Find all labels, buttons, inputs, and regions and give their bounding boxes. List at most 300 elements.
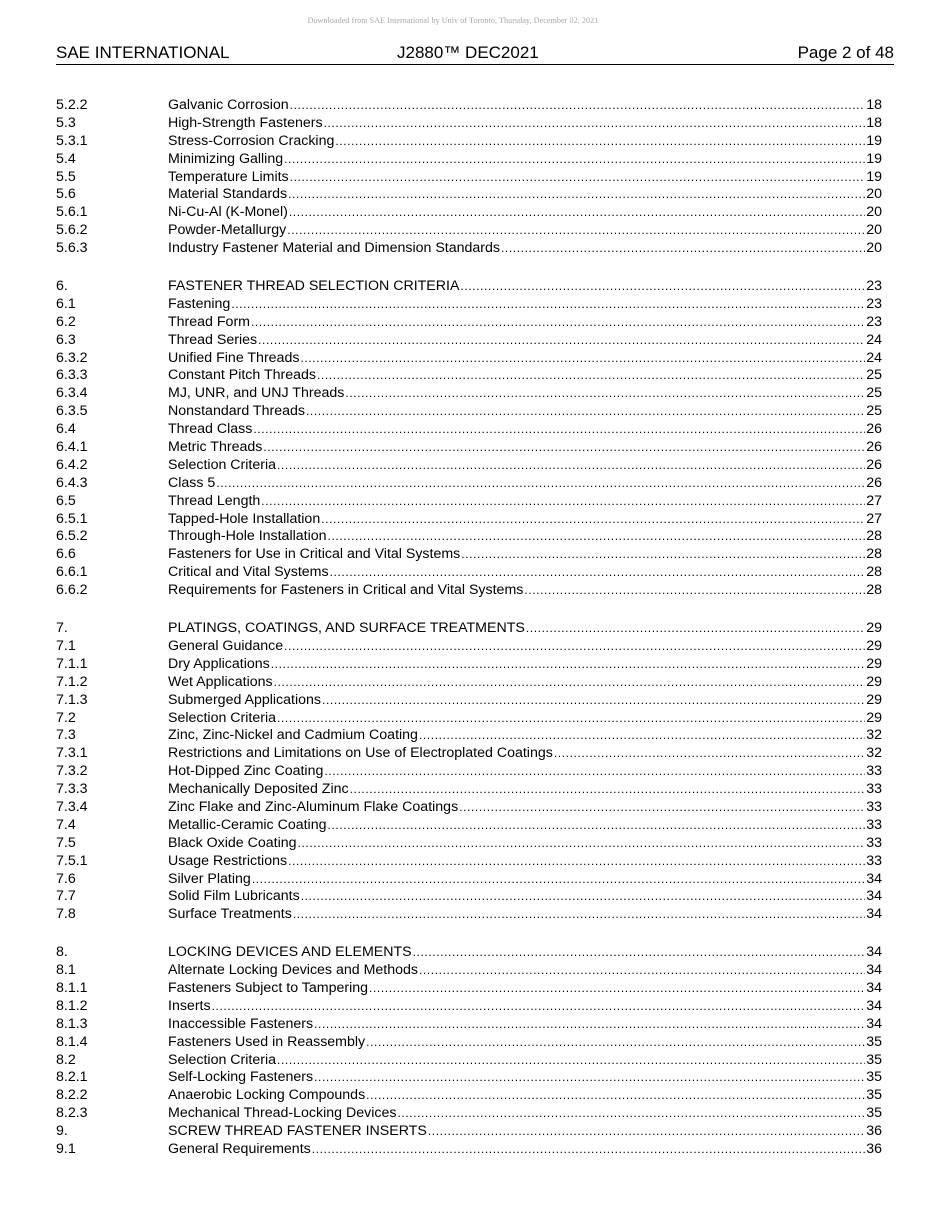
toc-entry[interactable]	[56, 115, 882, 133]
toc-entry-title[interactable]: Fasteners for Use in Critical and Vital Systems	[168, 546, 461, 563]
toc-entry-title-leader	[168, 457, 865, 475]
toc-dot-leader	[251, 314, 865, 332]
toc-entry-page: 25	[866, 403, 882, 420]
toc-dot-leader	[314, 1016, 865, 1034]
toc-entry-page: 34	[866, 962, 882, 979]
toc-entry-number: 7.4	[56, 816, 76, 833]
toc-dot-leader	[419, 727, 865, 745]
toc-entry[interactable]	[56, 169, 882, 187]
toc-dot-leader	[321, 511, 865, 529]
toc-dot-leader	[554, 745, 865, 763]
toc-entry-title[interactable]: General Requirements	[168, 1140, 311, 1157]
toc-entry-title[interactable]: Powder-Metallurgy	[168, 222, 287, 239]
toc-entry-title[interactable]: Inaccessible Fasteners	[168, 1015, 314, 1032]
toc-dot-leader	[350, 781, 866, 799]
toc-dot-leader	[369, 980, 865, 998]
toc-entry[interactable]	[56, 962, 882, 980]
toc-entry-number: 6.3.4	[56, 385, 88, 402]
toc-entry[interactable]	[56, 278, 882, 296]
toc-entry[interactable]	[56, 528, 882, 546]
toc-entry[interactable]	[56, 350, 882, 368]
toc-entry-number: 8.1	[56, 962, 76, 979]
toc-entry-page: 33	[866, 798, 882, 815]
toc-dot-leader	[284, 638, 865, 656]
toc-entry-title-leader	[168, 817, 865, 835]
toc-entry-title[interactable]: Surface Treatments	[168, 906, 292, 923]
toc-entry-title[interactable]: Unified Fine Threads	[168, 349, 300, 366]
toc-entry-page: 19	[866, 168, 882, 185]
toc-entry-number: 8.1.1	[56, 979, 88, 996]
toc-entry-page: 32	[866, 745, 882, 762]
toc-entry-page: 28	[866, 582, 882, 599]
toc-entry-page: 26	[866, 474, 882, 491]
toc-dot-leader	[293, 906, 865, 924]
toc-entry-title-leader	[168, 240, 865, 258]
toc-entry-title-leader	[168, 944, 865, 962]
toc-entry[interactable]	[56, 133, 882, 151]
toc-entry-title[interactable]: Mechanical Thread-Locking Devices	[168, 1105, 397, 1122]
toc-entry-title-leader	[168, 296, 865, 314]
toc-entry-title[interactable]: Constant Pitch Threads	[168, 367, 316, 384]
toc-entry-page: 19	[866, 132, 882, 149]
toc-entry-title-leader	[168, 1123, 865, 1141]
toc-entry-title-leader	[168, 421, 865, 439]
toc-entry-title[interactable]: Self-Locking Fasteners	[168, 1069, 314, 1086]
toc-dot-leader	[328, 528, 866, 546]
toc-entry-number: 7.3.3	[56, 781, 88, 798]
toc-entry-page: 34	[866, 944, 882, 961]
toc-dot-leader	[277, 457, 865, 475]
toc-entry-title-leader	[168, 745, 865, 763]
toc-entry-page: 26	[866, 439, 882, 456]
toc-entry-title-leader	[168, 727, 865, 745]
toc-entry[interactable]	[56, 906, 882, 924]
toc-entry-title-leader	[168, 1105, 865, 1123]
toc-entry-title-leader	[168, 638, 865, 656]
toc-entry-number: 7.3	[56, 727, 76, 744]
toc-dot-leader	[419, 962, 865, 980]
toc-entry[interactable]	[56, 944, 882, 962]
toc-entry-number: 7.1.2	[56, 673, 88, 690]
toc-entry-page: 26	[866, 421, 882, 438]
toc-dot-leader	[288, 853, 865, 871]
toc-entry-number: 7.5.1	[56, 852, 88, 869]
toc-entry-page: 29	[866, 709, 882, 726]
toc-entry-title-leader	[168, 888, 865, 906]
toc-entry-title[interactable]: Inserts	[168, 997, 211, 1014]
toc-entry[interactable]	[56, 763, 882, 781]
toc-entry-page: 29	[866, 655, 882, 672]
toc-dot-leader	[300, 350, 865, 368]
toc-dot-leader	[366, 1034, 865, 1052]
toc-entry-page: 35	[866, 1051, 882, 1068]
toc-group-separator	[56, 600, 882, 620]
toc-entry-page: 27	[866, 492, 882, 509]
toc-entry[interactable]	[56, 980, 882, 998]
toc-entry[interactable]	[56, 1052, 882, 1070]
toc-group-separator	[56, 258, 882, 278]
toc-entry-number: 8.1.3	[56, 1015, 88, 1032]
toc-dot-leader	[274, 674, 866, 692]
toc-entry-title[interactable]: Class 5	[168, 474, 216, 491]
toc-entry-title-leader	[168, 439, 865, 457]
toc-entry-number: 6.5.1	[56, 510, 88, 527]
toc-entry-title-leader	[168, 674, 865, 692]
toc-entry-page: 35	[866, 1105, 882, 1122]
toc-entry-title[interactable]: Black Oxide Coating	[168, 834, 297, 851]
toc-entry[interactable]	[56, 367, 882, 385]
toc-entry-title[interactable]: MJ, UNR, and UNJ Threads	[168, 385, 345, 402]
toc-entry-number: 5.2.2	[56, 97, 88, 113]
toc-entry[interactable]	[56, 692, 882, 710]
toc-entry-title[interactable]: Through-Hole Installation	[168, 528, 327, 545]
toc-dot-leader	[306, 403, 865, 421]
toc-dot-leader	[261, 493, 865, 511]
toc-entry-page: 23	[866, 295, 882, 312]
page-number: Page 2 of 48	[797, 43, 894, 62]
toc-entry-title-leader	[168, 169, 865, 187]
toc-entry-title-leader	[168, 710, 865, 728]
toc-entry-page: 32	[866, 727, 882, 744]
toc-entry-title-leader	[168, 403, 865, 421]
toc-entry-title[interactable]: Nonstandard Threads	[168, 403, 305, 420]
toc-dot-leader	[461, 546, 865, 564]
toc-entry-title[interactable]: Selection Criteria	[168, 1051, 277, 1068]
toc-entry-title[interactable]: Fasteners Used in Reassembly	[168, 1033, 366, 1050]
toc-entry[interactable]	[56, 1016, 882, 1034]
toc-entry-page: 33	[866, 834, 882, 851]
toc-entry-number: 5.4	[56, 150, 76, 167]
toc-entry[interactable]	[56, 799, 882, 817]
toc-dot-leader	[526, 620, 865, 638]
toc-entry-title-leader	[168, 1016, 865, 1034]
toc-entry-page: 25	[866, 385, 882, 402]
toc-entry-page: 34	[866, 1015, 882, 1032]
toc-entry[interactable]	[56, 710, 882, 728]
toc-entry-page: 36	[866, 1123, 882, 1140]
toc-entry-page: 20	[866, 204, 882, 221]
toc-entry-title[interactable]: Fasteners Subject to Tampering	[168, 979, 369, 996]
toc-entry-page: 33	[866, 781, 882, 798]
toc-entry-number: 7.	[56, 620, 68, 637]
toc-entry-title[interactable]: FASTENER THREAD SELECTION CRITERIA	[168, 278, 460, 295]
toc-entry[interactable]	[56, 781, 882, 799]
toc-entry-title-leader	[168, 546, 865, 564]
toc-entry-title-leader	[168, 656, 865, 674]
toc-entry-title[interactable]: Tapped-Hole Installation	[168, 510, 321, 527]
toc-entry-page: 33	[866, 763, 882, 780]
toc-entry-number: 6.4.2	[56, 456, 88, 473]
toc-dot-leader	[335, 133, 865, 151]
toc-entry[interactable]	[56, 620, 882, 638]
toc-entry-title[interactable]: Minimizing Galling	[168, 150, 284, 167]
toc-entry-title-leader	[168, 1141, 865, 1159]
toc-entry-title-leader	[168, 871, 865, 889]
toc-dot-leader	[287, 222, 865, 240]
toc-entry-title[interactable]: Thread Length	[168, 492, 261, 509]
toc-dot-leader	[284, 151, 865, 169]
toc-entry-number: 7.5	[56, 834, 76, 851]
toc-entry-title[interactable]: Thread Class	[168, 421, 253, 438]
toc-entry[interactable]	[56, 240, 882, 258]
toc-entry-page: 34	[866, 906, 882, 923]
toc-entry-title[interactable]: Zinc, Zinc-Nickel and Cadmium Coating	[168, 727, 418, 744]
toc-entry[interactable]	[56, 511, 882, 529]
toc-dot-leader	[322, 692, 865, 710]
toc-entry-title-leader	[168, 332, 865, 350]
toc-entry-page: 26	[866, 456, 882, 473]
toc-entry-title[interactable]: Material Standards	[168, 186, 288, 203]
toc-entry-page: 25	[866, 367, 882, 384]
toc-dot-leader	[330, 564, 866, 582]
toc-entry[interactable]	[56, 403, 882, 421]
toc-entry-number: 6.1	[56, 295, 76, 312]
toc-entry-number: 9.1	[56, 1140, 76, 1157]
toc-entry[interactable]	[56, 674, 882, 692]
toc-entry[interactable]	[56, 151, 882, 169]
toc-entry-title[interactable]: LOCKING DEVICES AND ELEMENTS	[168, 944, 412, 961]
toc-dot-leader	[428, 1123, 865, 1141]
toc-dot-leader	[524, 582, 865, 600]
toc-entry-title[interactable]: PLATINGS, COATINGS, AND SURFACE TREATMENTS	[168, 620, 525, 637]
toc-entry-title-leader	[168, 278, 865, 296]
toc-entry-number: 6.6.2	[56, 582, 88, 599]
toc-entry[interactable]	[56, 888, 882, 906]
toc-entry-number: 7.1.3	[56, 691, 88, 708]
toc-entry-number: 6.4	[56, 421, 76, 438]
toc-entry-page: 34	[866, 997, 882, 1014]
toc-entry-title[interactable]: Restrictions and Limitations on Use of Electroplated Coatings	[168, 745, 553, 762]
toc-entry-number: 6.6	[56, 546, 76, 563]
toc-entry-number: 6.3.2	[56, 349, 88, 366]
toc-entry[interactable]	[56, 204, 882, 222]
toc-entry-title[interactable]: Dry Applications	[168, 655, 270, 672]
toc-dot-leader	[289, 204, 865, 222]
toc-entry-title-leader	[168, 1087, 865, 1105]
toc-entry-title[interactable]: Metric Threads	[168, 439, 263, 456]
toc-entry[interactable]	[56, 998, 882, 1016]
toc-entry-title[interactable]: Critical and Vital Systems	[168, 564, 329, 581]
toc-dot-leader	[263, 439, 865, 457]
toc-entry[interactable]	[56, 853, 882, 871]
toc-entry-title[interactable]: Temperature Limits	[168, 168, 289, 185]
toc-entry[interactable]	[56, 222, 882, 240]
toc-entry-page: 34	[866, 979, 882, 996]
document-number: J2880™ DEC2021	[397, 43, 539, 62]
toc-entry-title-leader	[168, 564, 865, 582]
toc-entry-title-leader	[168, 133, 865, 151]
toc-entry[interactable]	[56, 1087, 882, 1105]
page-header	[56, 42, 894, 65]
toc-entry-number: 8.2.3	[56, 1105, 88, 1122]
toc-dot-leader	[288, 186, 865, 204]
toc-entry-title[interactable]: Anaerobic Locking Compounds	[168, 1087, 366, 1104]
toc-entry[interactable]	[56, 727, 882, 745]
toc-entry-title-leader	[168, 511, 865, 529]
toc-entry-title-leader	[168, 367, 865, 385]
toc-entry-title[interactable]: Submerged Applications	[168, 691, 322, 708]
toc-entry[interactable]	[56, 475, 882, 493]
toc-entry[interactable]	[56, 421, 882, 439]
toc-entry[interactable]	[56, 582, 882, 600]
toc-entry-title-leader	[168, 906, 865, 924]
toc-entry-title-leader	[168, 115, 865, 133]
toc-entry-title-leader	[168, 835, 865, 853]
toc-entry[interactable]	[56, 638, 882, 656]
toc-entry-title[interactable]: Usage Restrictions	[168, 852, 288, 869]
toc-entry[interactable]	[56, 1123, 882, 1141]
toc-entry-title[interactable]: Wet Applications	[168, 673, 273, 690]
toc-entry-title-leader	[168, 781, 865, 799]
toc-entry-number: 6.3.5	[56, 403, 88, 420]
toc-dot-leader	[324, 763, 865, 781]
toc-entry-title[interactable]: Solid Film Lubricants	[168, 888, 300, 905]
toc-entry-title-leader	[168, 620, 865, 638]
toc-entry-number: 7.2	[56, 709, 76, 726]
download-watermark: Downloaded from SAE International by Univ of Toronto, Thursday, December 02, 2021	[307, 16, 599, 25]
toc-entry[interactable]	[56, 745, 882, 763]
toc-entry-number: 9.	[56, 1123, 68, 1140]
toc-entry-title-leader	[168, 475, 865, 493]
toc-entry-title-leader	[168, 998, 865, 1016]
toc-entry-title[interactable]: Hot-Dipped Zinc Coating	[168, 763, 324, 780]
toc-entry[interactable]	[56, 817, 882, 835]
toc-entry-title[interactable]: Stress-Corrosion Cracking	[168, 132, 335, 149]
toc-entry-title[interactable]: Thread Series	[168, 331, 258, 348]
toc-entry[interactable]	[56, 457, 882, 475]
toc-entry-page: 29	[866, 673, 882, 690]
toc-dot-leader	[397, 1105, 865, 1123]
toc-entry-title[interactable]: Fastening	[168, 295, 231, 312]
toc-entry-number: 6.5	[56, 492, 76, 509]
toc-entry-title[interactable]: Alternate Locking Devices and Methods	[168, 962, 418, 979]
toc-entry-number: 8.1.2	[56, 997, 88, 1014]
toc-entry-number: 8.2	[56, 1051, 76, 1068]
toc-entry[interactable]	[56, 493, 882, 511]
toc-entry[interactable]	[56, 1034, 882, 1052]
toc-entry-title[interactable]: Metallic-Ceramic Coating	[168, 816, 327, 833]
toc-entry-title-leader	[168, 692, 865, 710]
toc-entry[interactable]	[56, 332, 882, 350]
toc-entry-page: 34	[866, 870, 882, 887]
toc-entry-title[interactable]: Selection Criteria	[168, 709, 277, 726]
toc-entry[interactable]	[56, 186, 882, 204]
toc-entry-title[interactable]: Industry Fastener Material and Dimension Standards	[168, 240, 500, 257]
toc-entry-title[interactable]: Selection Criteria	[168, 456, 277, 473]
toc-entry-number: 7.3.2	[56, 763, 88, 780]
toc-entry-page: 19	[866, 150, 882, 167]
toc-entry-title[interactable]: High-Strength Fasteners	[168, 114, 323, 131]
toc-entry-number: 8.2.2	[56, 1087, 88, 1104]
toc-entry[interactable]	[56, 385, 882, 403]
toc-entry-title[interactable]: Ni-Cu-Al (K-Monel)	[168, 204, 288, 221]
toc-entry[interactable]	[56, 871, 882, 889]
toc-entry-page: 29	[866, 637, 882, 654]
toc-entry-number: 8.2.1	[56, 1069, 88, 1086]
toc-entry-title-leader	[168, 151, 865, 169]
toc-entry-title-leader	[168, 385, 865, 403]
toc-entry-title-leader	[168, 853, 865, 871]
toc-entry-number: 6.	[56, 278, 68, 295]
toc-entry-title-leader	[168, 582, 865, 600]
toc-entry-page: 27	[866, 510, 882, 527]
toc-dot-leader	[459, 799, 865, 817]
toc-entry[interactable]	[56, 835, 882, 853]
toc-entry-title[interactable]: Mechanically Deposited Zinc	[168, 781, 349, 798]
toc-dot-leader	[314, 1069, 865, 1087]
toc-dot-leader	[501, 240, 865, 258]
toc-entry[interactable]	[56, 1069, 882, 1087]
toc-entry-number: 6.5.2	[56, 528, 88, 545]
toc-entry-title[interactable]: Silver Plating	[168, 870, 251, 887]
toc-entry-number: 6.4.1	[56, 439, 88, 456]
toc-entry-title-leader	[168, 962, 865, 980]
toc-entry-page: 18	[866, 97, 882, 113]
toc-entry-page: 20	[866, 222, 882, 239]
toc-entry-number: 6.3.3	[56, 367, 88, 384]
toc-entry[interactable]	[56, 314, 882, 332]
toc-dot-leader	[366, 1087, 865, 1105]
toc-entry-number: 6.6.1	[56, 564, 88, 581]
toc-entry-number: 7.1.1	[56, 655, 88, 672]
toc-entry-page: 35	[866, 1033, 882, 1050]
toc-entry-page: 28	[866, 528, 882, 545]
toc-entry-number: 8.	[56, 944, 68, 961]
toc-entry-page: 34	[866, 888, 882, 905]
toc-entry-title[interactable]: Thread Form	[168, 313, 250, 330]
toc-dot-leader	[460, 278, 865, 296]
toc-entry-title[interactable]: Galvanic Corrosion	[168, 97, 289, 113]
toc-entry-number: 7.3.1	[56, 745, 88, 762]
toc-dot-leader	[345, 385, 865, 403]
toc-entry-page: 29	[866, 691, 882, 708]
toc-entry-number: 5.6.1	[56, 204, 88, 221]
toc-entry-number: 5.6.2	[56, 222, 88, 239]
toc-entry-page: 29	[866, 620, 882, 637]
toc-entry-page: 20	[866, 240, 882, 257]
toc-dot-leader	[290, 97, 866, 115]
toc-entry-title-leader	[168, 1069, 865, 1087]
toc-entry-page: 24	[866, 331, 882, 348]
toc-entry-number: 7.8	[56, 906, 76, 923]
toc-entry[interactable]	[56, 564, 882, 582]
toc-entry[interactable]	[56, 97, 882, 115]
toc-entry[interactable]	[56, 1141, 882, 1159]
toc-entry-page: 23	[866, 313, 882, 330]
toc-entry[interactable]	[56, 439, 882, 457]
toc-entry-title-leader	[168, 222, 865, 240]
toc-dot-leader	[277, 1052, 865, 1070]
toc-entry-number: 6.3	[56, 331, 76, 348]
toc-entry-title[interactable]: SCREW THREAD FASTENER INSERTS	[168, 1123, 427, 1140]
toc-entry-title[interactable]: Requirements for Fasteners in Critical and Vital Systems	[168, 582, 524, 599]
toc-entry-title[interactable]: General Guidance	[168, 637, 284, 654]
toc-dot-leader	[258, 332, 865, 350]
toc-entry[interactable]	[56, 656, 882, 674]
toc-dot-leader	[271, 656, 865, 674]
toc-entry-number: 6.2	[56, 313, 76, 330]
toc-entry[interactable]	[56, 296, 882, 314]
toc-entry-page: 33	[866, 816, 882, 833]
toc-entry-title[interactable]: Zinc Flake and Zinc-Aluminum Flake Coatings	[168, 798, 459, 815]
toc-entry-page: 20	[866, 186, 882, 203]
publisher-name: SAE INTERNATIONAL	[56, 43, 230, 62]
toc-entry[interactable]	[56, 1105, 882, 1123]
toc-entry[interactable]	[56, 546, 882, 564]
toc-dot-leader	[216, 475, 865, 493]
toc-dot-leader	[212, 998, 866, 1016]
toc-entry-page: 28	[866, 546, 882, 563]
